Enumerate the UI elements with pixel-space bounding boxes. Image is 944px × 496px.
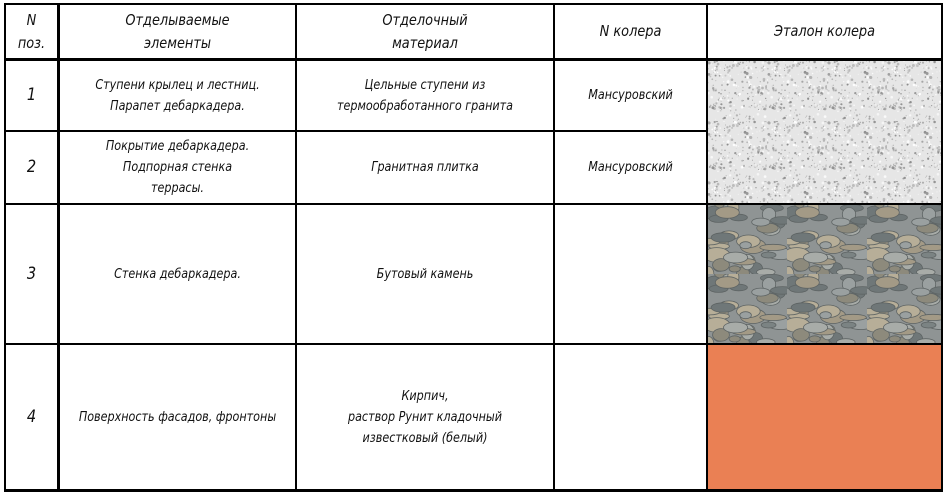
- row-1-elements: Ступени крылец и лестниц. Парапет дебаркадера.: [95, 77, 260, 114]
- row-2-position: 2: [26, 157, 37, 177]
- row-1-color-number: Мансуровский: [588, 88, 673, 103]
- row-3-color-number: [566, 205, 696, 343]
- column-divider: [706, 3, 708, 492]
- row-4-material: Кирпич, раствор Рунит кладочный известковый (белый): [347, 388, 503, 446]
- table-border-bottom: [4, 489, 943, 492]
- table-border-left: [4, 3, 6, 492]
- column-divider: [553, 3, 555, 492]
- row-1-position: 1: [26, 85, 37, 105]
- header-material: Отделочный материал: [382, 10, 468, 52]
- brick-color-swatch: [707, 344, 943, 489]
- row-1-material: Цельные ступени из термообработанного гранита: [336, 77, 514, 114]
- row-4-position: 4: [26, 406, 37, 427]
- header-color-sample: Эталон колера: [773, 22, 876, 40]
- row-3-material: Бутовый камень: [376, 266, 474, 282]
- header-elements: Отделываемые элементы: [125, 10, 230, 52]
- row-4-color-number: [566, 345, 696, 489]
- rubble-stone-swatch: [707, 204, 943, 344]
- row-2-color-number: Мансуровский: [588, 160, 673, 175]
- row-3-elements: Стенка дебаркадера.: [114, 266, 241, 282]
- row-4-elements: Поверхность фасадов, фронтоны: [78, 409, 277, 425]
- column-divider: [57, 3, 60, 492]
- row-2-elements: Покрытие дебаркадера. Подпорная стенка террасы.: [105, 139, 250, 196]
- header-position: N поз.: [17, 10, 46, 52]
- header-color-number: N колера: [599, 22, 662, 40]
- table-border-right: [941, 3, 943, 492]
- granite-swatch: [707, 61, 943, 204]
- row-2-material: Гранитная плитка: [371, 160, 479, 175]
- row-3-position: 3: [26, 263, 37, 284]
- column-divider: [295, 3, 297, 492]
